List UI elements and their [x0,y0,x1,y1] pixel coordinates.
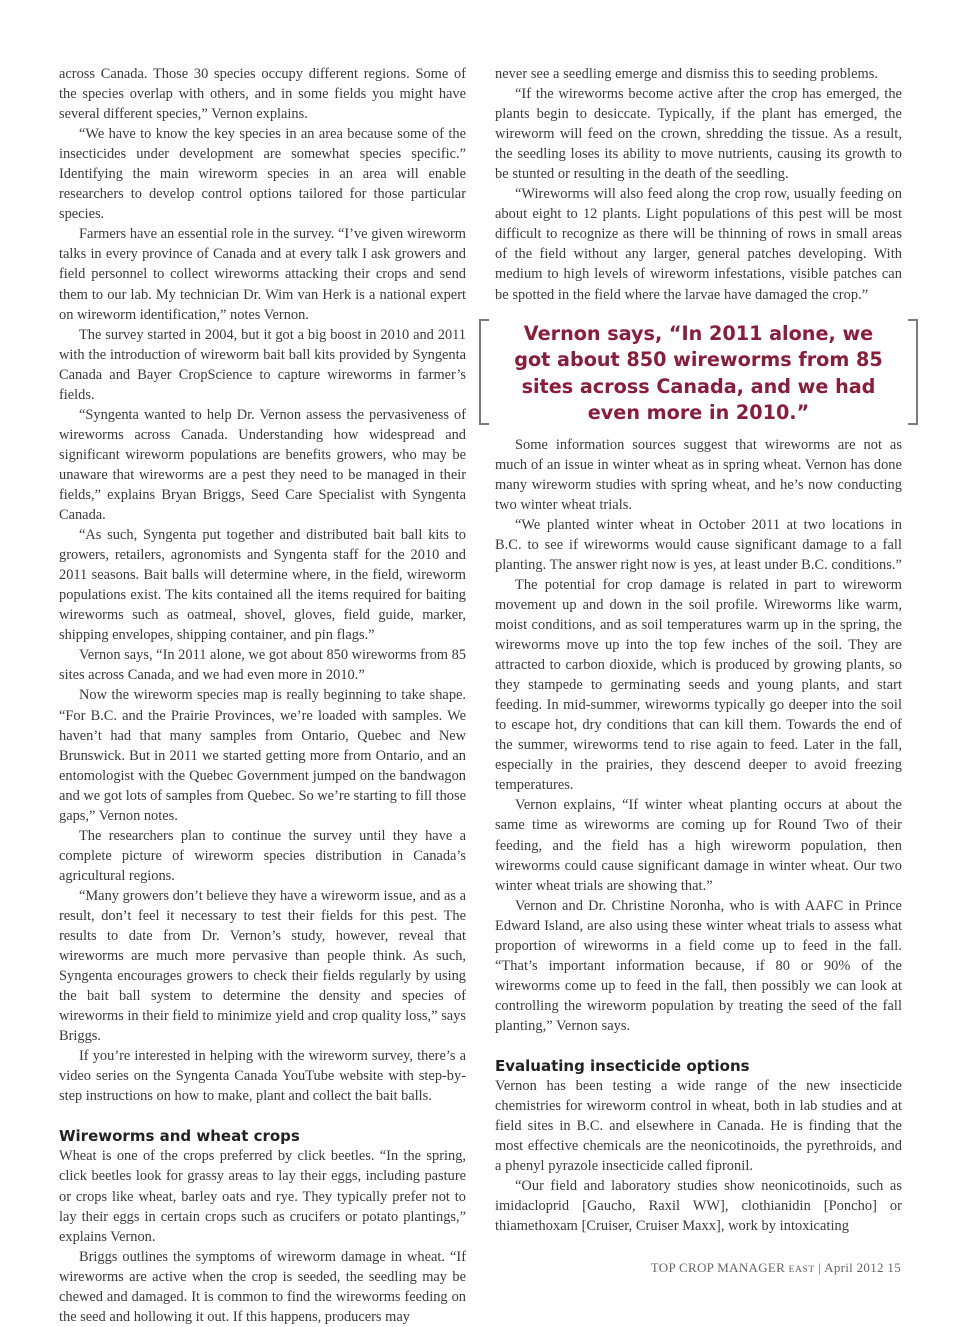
left-column [59,64,466,1327]
body-paragraph: Briggs outlines the symptoms of wireworm damage in wheat. “If wireworms are active when the crop is seeded, the seedling may be chewed and damaged. It is common to find the wireworms feeding on the seed and hollowing it out. If this happens, producers may [59,1248,466,1325]
edition-label: EAST [788,1265,815,1275]
body-paragraph: “Syngenta wanted to help Dr. Vernon assess the pervasiveness of wireworms across Canada. Understanding how widespread and significant wireworm populations are benefits growers, who may be unaware that wireworms are a pest they need to be managed in their fields,” explains Bryan Briggs, Seed Care Specialist with Syngenta Canada. [59,406,466,524]
body-paragraph: Some information sources suggest that wireworms are not as much of an issue in winter wheat as in spring wheat. Vernon has done many wireworm studies with spring wheat, and he’s now conducting two winter wheat trials. [495,436,902,513]
page-footer [651,1260,901,1276]
body-paragraph: Now the wireworm species map is really beginning to take shape. “For B.C. and the Prairie Provinces, we’re loaded with samples. We haven’t had that many samples from Ontario, Quebec and New Brunswick. But in 2011 we started getting more from Ontario, and an entomologist with the Quebec Government jumped on the bandwagon and we got lots of samples from Quebec. So we’re starting to fill those gaps,” Vernon notes. [59,687,466,824]
body-paragraph: “If the wireworms become active after the crop has emerged, the plants begin to desiccate. Typically, if the plant has emerged, the wireworm will feed on the crown, shredding the tissue. As a result, the seedling loses its ability to move nutrients, causing its growth to be stunted or resulting in the death of the seedling. [495,86,902,183]
body-paragraph: “We have to know the key species in an area because some of the insecticides under development are somewhat species specific.” Identifying the main wireworm species in an area will enable researchers to develop control options tailored for those particular species. [59,126,466,223]
body-paragraph: “We planted winter wheat in October 2011 at two locations in B.C. to see if wireworms would cause significant damage to a fall planting. The answer right now is yes, at least under B.C. conditions.” [495,516,902,573]
body-paragraph: “As such, Syngenta put together and distributed bait ball kits to growers, retailers, agronomists and Syngenta staff for the 2010 and 2011 seasons. Bait balls will determine where, in the field, wireworm populations exist. The kits contained all the items required for baiting wireworms such as oatmeal, shovel, gloves, field guide, marker, shipping envelopes, shipping container, and pin flags.” [59,527,466,644]
pull-quote [479,319,918,423]
bracket-right-decoration [908,319,918,425]
section-heading-evaluating-insecticide: Evaluating insecticide options [495,1056,750,1075]
body-paragraph: Vernon explains, “If winter wheat planting occurs at about the same time as wireworms are coming up for Round Two of their feeding, and the field has a high wireworm population, then wireworms could cause significant damage in winter wheat. Our two winter wheat trials are showing that.” [495,797,902,894]
footer-separator: | [818,1260,822,1275]
body-paragraph: Farmers have an essential role in the survey. “I’ve given wireworm talks in every province of Canada and at every talk I ask growers and field personnel to collect wireworms attacking their crops and send them to our lab. My technician Dr. Wim van Herk is a national expert on wireworm identification,” notes Vernon. [59,226,466,323]
body-paragraph: The survey started in 2004, but it got a big boost in 2010 and 2011 with the introduction of wireworm bait ball kits provided by Syngenta Canada and Bayer CropScience to capture wireworms in farmer’s fields. [59,326,466,403]
body-paragraph: If you’re interested in helping with the wireworm survey, there’s a video series on the Syngenta Canada YouTube website with step-by-step instructions on how to make, plant and collect the bait balls. [59,1048,466,1105]
body-paragraph: “Wireworms will also feed along the crop row, usually feeding on about eight to 12 plants. Light populations of this pest will be most difficult to recognize as there will be thinning of rows in small areas of the field without any larger, general patches developing. With medium to high levels of wireworm infestations, visible patches can be spotted in the field where the larvae have damaged the crop.” [495,186,902,303]
body-paragraph: Wheat is one of the crops preferred by click beetles. “In the spring, click beetles look for grassy areas to lay their eggs, including pasture or crops like wheat, barley oats and rye. They typically prefer not to lay their eggs in certain crops such as crucifers or potato plantings,” explains Vernon. [59,1148,466,1245]
body-paragraph: The potential for crop damage is related in part to wireworm movement up and down in the soil profile. Wireworms like warm, moist conditions, and as soil temperatures warm up in the spring, the wireworms move up into the top few inches of the soil. They are attracted to carbon dioxide, which is produced by growing plants, so they stampede to germinating seeds and young plants, and start feeding. In mid-summer, wireworms typically go deeper into the soil to escape hot, dry conditions that can kill them. Towards the end of the summer, wireworms tend to rise again to feed. Later in the fall, especially in the prairies, they descend deeper to avoid freezing temperatures. [495,576,902,794]
right-column [495,64,902,1236]
body-paragraph: “Many growers don’t believe they have a wireworm issue, and as a result, don’t feel it necessary to test their fields for this pest. The results to date from Dr. Vernon’s study, however, reveal that wireworms are much more pervasive than people think. As such, Syngenta encourages growers to check their fields regularly by using the bait ball system to determine the density and species of wireworms in their field to minimize yield and crop quality loss,” says Briggs. [59,887,466,1045]
section-spacer [495,1036,902,1056]
body-paragraph: Vernon says, “In 2011 alone, we got about 850 wireworms from 85 sites across Canada, and we had even more in 2010.” [59,647,466,684]
bracket-left-decoration [479,319,489,425]
body-paragraph: never see a seedling emerge and dismiss this to seeding problems. [495,66,879,82]
body-paragraph: Vernon and Dr. Christine Noronha, who is with AAFC in Prince Edward Island, are also using these winter wheat trials to assess what proportion of wireworms in a field come up to feed in the fall. “That’s important information because, if 80 or 90% of the wireworms come up to feed in the fall, then possibly we can look at controlling the wireworm population by treating the seed of the fall planting,” Vernon says. [495,897,902,1034]
body-paragraph: The researchers plan to continue the survey until they have a complete picture of wireworm species distribution in Canada’s agricultural regions. [59,827,466,884]
pull-quote-text: Vernon says, “In 2011 alone, we got about 850 wireworms from 85 sites across Canada, and we had even more in 2010.” [514,321,883,425]
body-paragraph: across Canada. Those 30 species occupy different regions. Some of the species overlap with others, and in some fields you might have several different species,” Vernon explains. [59,66,466,123]
issue-date: April 2012 [824,1260,884,1275]
magazine-title: TOP CROP MANAGER [650,1260,786,1275]
section-spacer [59,1106,466,1126]
body-paragraph: Vernon has been testing a wide range of the new insecticide chemistries for wireworm control in wheat, both in lab studies and at field sites in B.C. and elsewhere in Canada. He is finding that the most effective chemicals are the neonicotinoids, the pyrethroids, and a phenyl pyrazole insecticide called fipronil. [495,1077,902,1175]
section-heading-wireworms-and-wheat: Wireworms and wheat crops [59,1127,300,1146]
page-number: 15 [887,1260,901,1275]
body-paragraph: “Our field and laboratory studies show neonicotinoids, such as imidacloprid [Gaucho, Raxil WW], clothianidin [Poncho] or thiamethoxam [Cruiser, Cruiser Maxx], work by intoxicating [495,1178,902,1235]
